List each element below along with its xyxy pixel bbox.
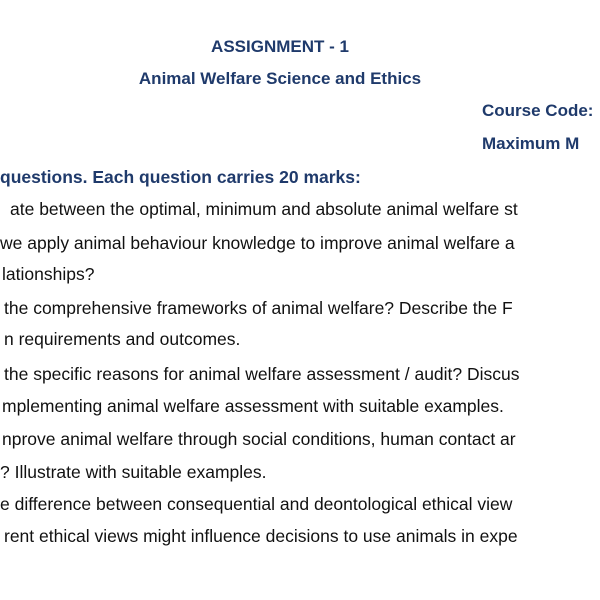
maximum-marks-label: Maximum M xyxy=(482,134,580,153)
question-line: rent ethical views might influence decisions to use animals in expe xyxy=(4,526,518,546)
question-line: the comprehensive frameworks of animal welfare? Describe the F xyxy=(4,298,513,318)
question-line: ate between the optimal, minimum and absolute animal welfare st xyxy=(10,199,518,219)
instruction-text: questions. Each question carries 20 marks: xyxy=(0,167,361,187)
assignment-title: ASSIGNMENT - 1 xyxy=(211,37,349,56)
question-line: mplementing animal welfare assessment with suitable examples. xyxy=(2,396,504,416)
question-line: nprove animal welfare through social conditions, human contact ar xyxy=(2,429,516,449)
question-line: lationships? xyxy=(2,264,95,284)
question-line: n requirements and outcomes. xyxy=(4,329,241,349)
question-line: the specific reasons for animal welfare assessment / audit? Discus xyxy=(4,364,520,384)
question-line: ? Illustrate with suitable examples. xyxy=(0,462,267,482)
course-subtitle: Animal Welfare Science and Ethics xyxy=(138,69,422,88)
course-code-label: Course Code: xyxy=(482,101,594,120)
question-line: e difference between consequential and deontological ethical view xyxy=(0,494,513,514)
question-line: we apply animal behaviour knowledge to improve animal welfare a xyxy=(0,233,515,253)
